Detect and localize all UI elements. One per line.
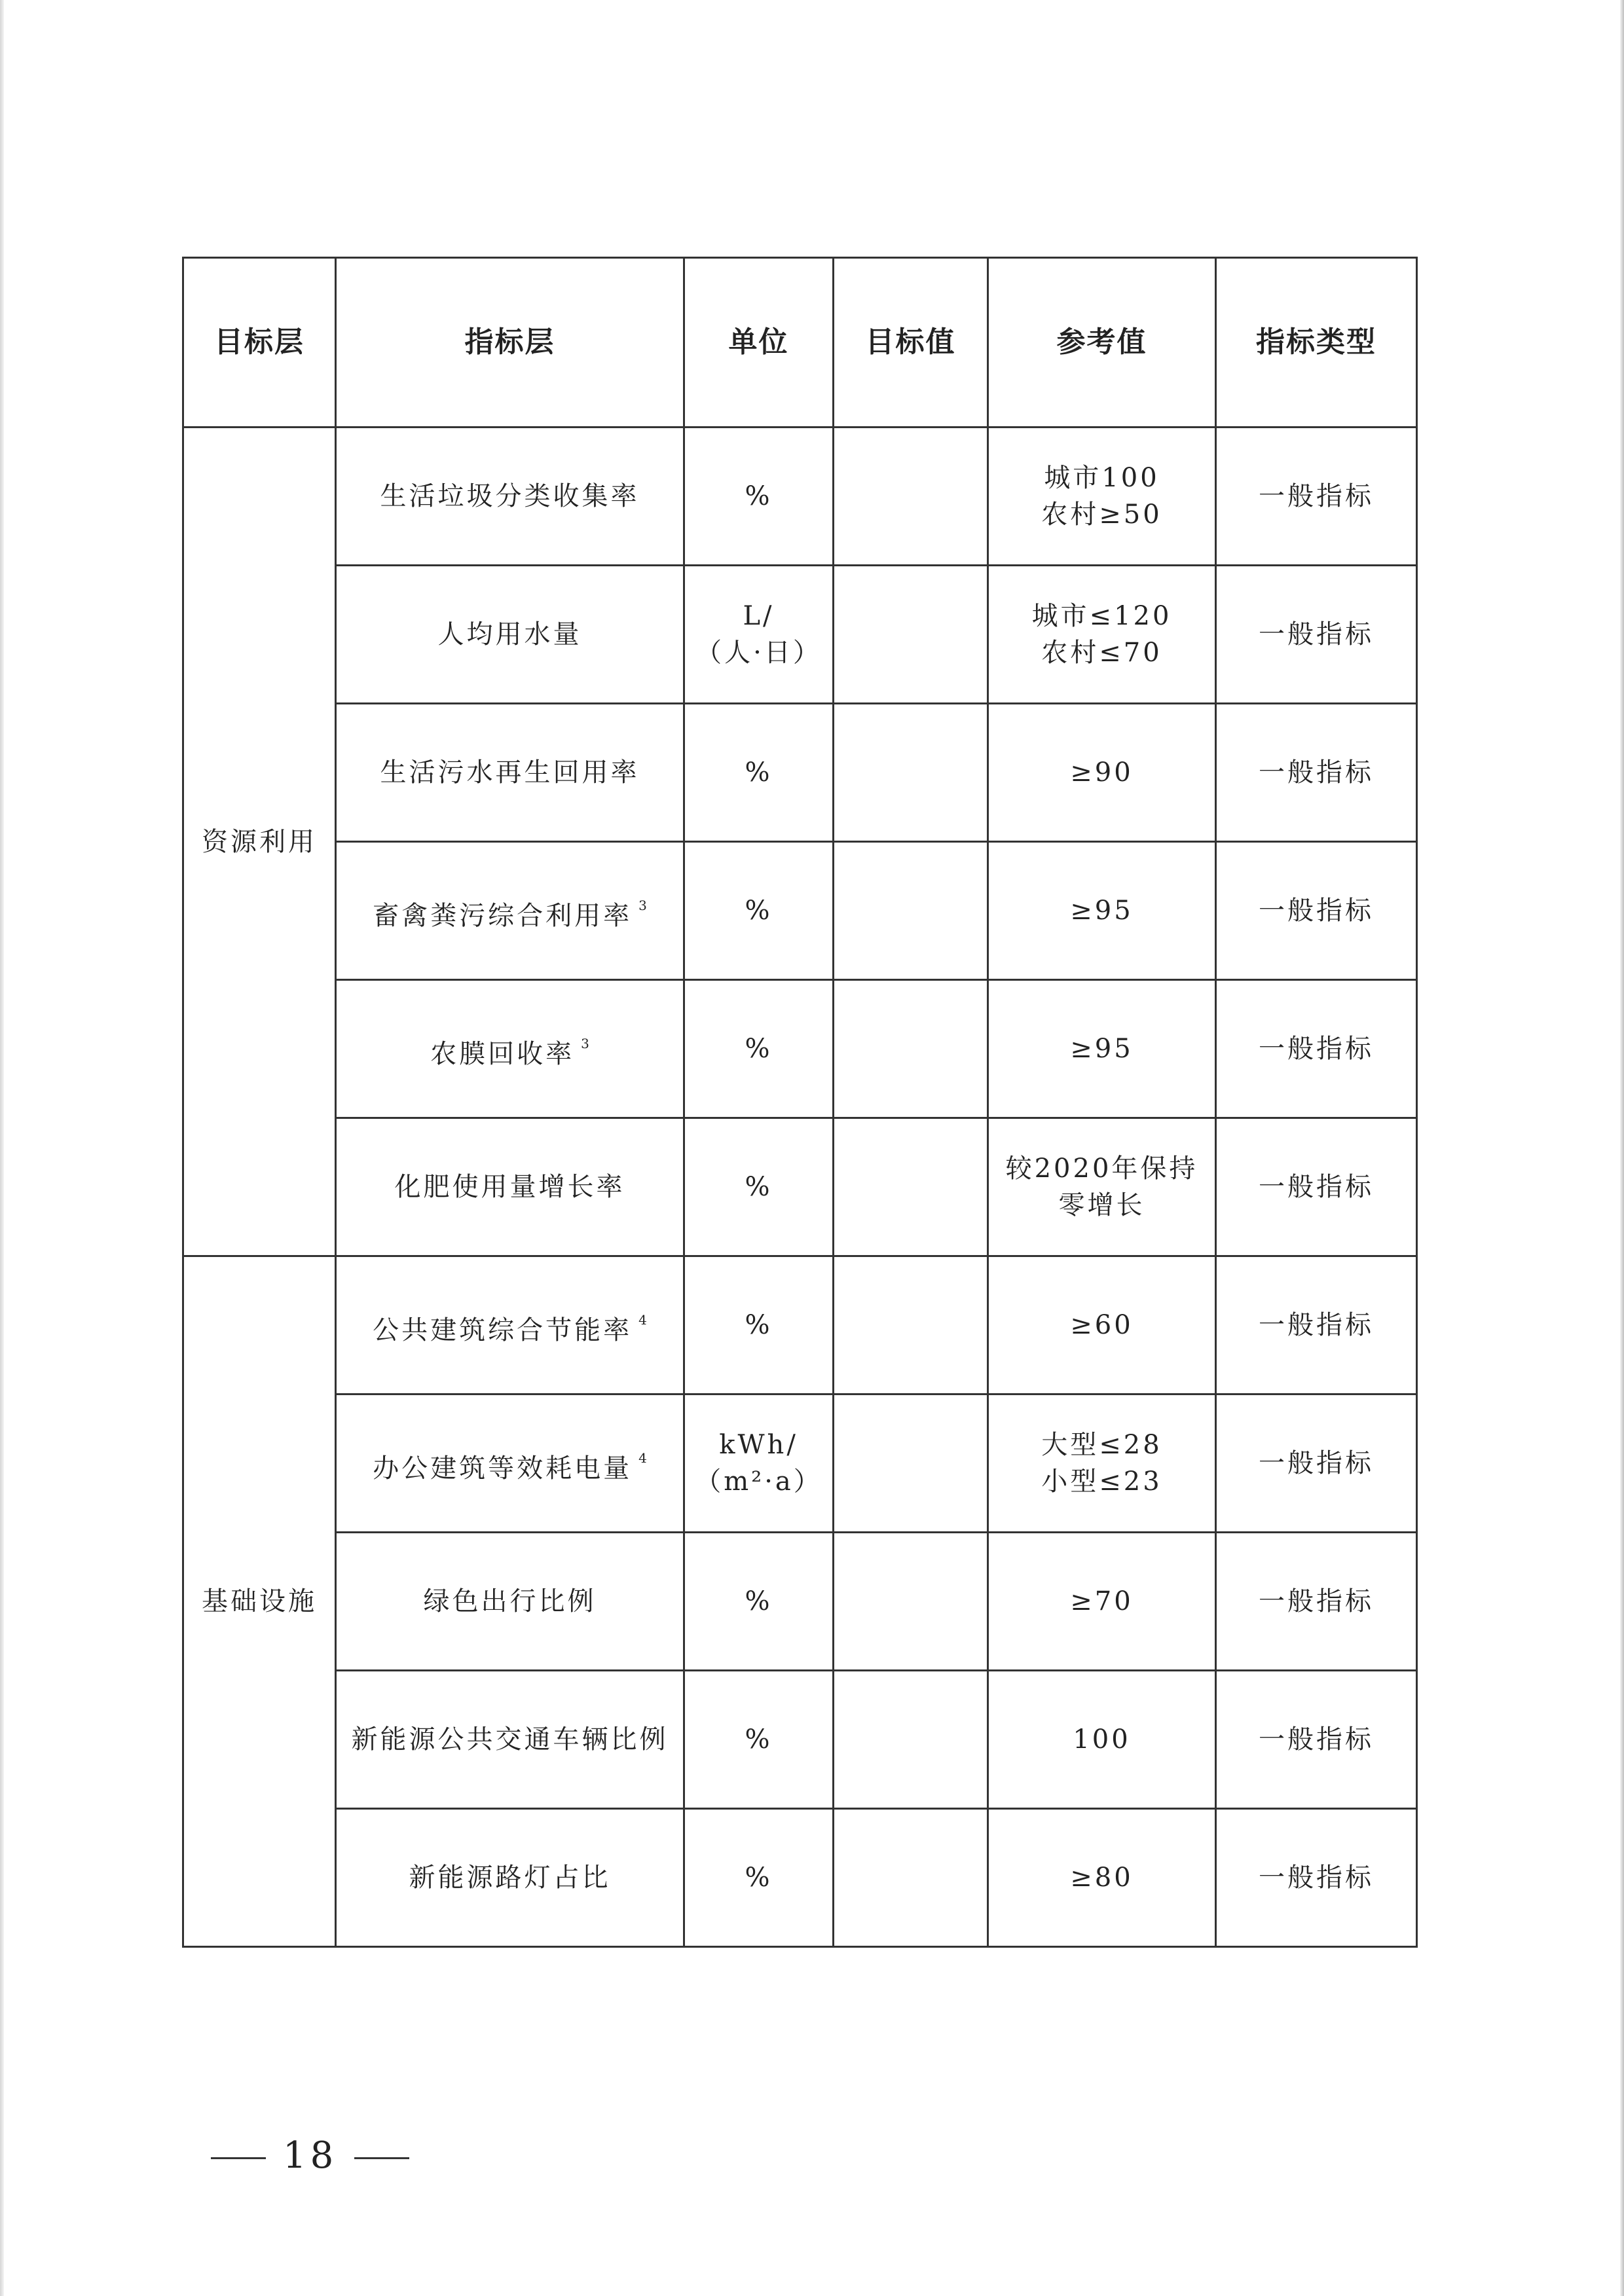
- indicator-name: 生活垃圾分类收集率: [380, 481, 640, 511]
- target-value-cell: [834, 1118, 988, 1256]
- reference-value-cell: [988, 704, 1216, 842]
- reference-line: ≥70: [1070, 1586, 1134, 1616]
- unit-line: %: [745, 757, 773, 788]
- indicator-cell: [336, 1256, 684, 1394]
- indicator-type-cell: 一般指标: [1216, 704, 1417, 842]
- indicator-name: 新能源路灯占比: [409, 1863, 611, 1893]
- unit-cell: [684, 1256, 834, 1394]
- unit-line: （m²·a）: [695, 1467, 822, 1497]
- reference-line: ≥90: [1070, 757, 1134, 788]
- target-value-cell: [834, 704, 988, 842]
- header-indicator-layer: 指标层: [336, 258, 684, 428]
- footnote-marker: 3: [638, 898, 647, 913]
- indicator-cell: [336, 1533, 684, 1671]
- target-value-cell: [834, 1394, 988, 1533]
- indicator-type-cell: 一般指标: [1216, 1533, 1417, 1671]
- unit-line: %: [745, 1586, 773, 1616]
- page-number-dash-right: [354, 2157, 409, 2159]
- unit-cell: [684, 980, 834, 1118]
- unit-cell: [684, 428, 834, 566]
- unit-line: %: [745, 1863, 773, 1893]
- reference-line: 100: [1073, 1724, 1131, 1755]
- unit-line: %: [745, 896, 773, 926]
- unit-cell: [684, 704, 834, 842]
- indicator-cell: [336, 980, 684, 1118]
- unit-line: %: [745, 1172, 773, 1202]
- reference-value-cell: [988, 1533, 1216, 1671]
- header-target-value: 目标值: [834, 258, 988, 428]
- scan-edge-right: [1620, 0, 1624, 2296]
- footnote-marker: 4: [638, 1450, 647, 1466]
- table-row: [183, 1533, 1417, 1671]
- indicator-cell: [336, 704, 684, 842]
- table-row: [183, 566, 1417, 704]
- table-row: [183, 1809, 1417, 1947]
- indicator-name: 化肥使用量增长率: [394, 1172, 625, 1202]
- reference-line: 农村≥50: [1041, 500, 1162, 530]
- target-value-cell: [834, 566, 988, 704]
- reference-line: ≥60: [1070, 1310, 1134, 1340]
- unit-line: %: [745, 1724, 773, 1755]
- header-unit: 单位: [684, 258, 834, 428]
- indicator-name: 办公建筑等效耗电量: [373, 1453, 633, 1484]
- indicator-name: 新能源公共交通车辆比例: [351, 1724, 669, 1755]
- reference-value-cell: [988, 1671, 1216, 1809]
- footnote-marker: 3: [581, 1036, 589, 1051]
- reference-value-cell: [988, 842, 1216, 980]
- target-layer-cell: 基础设施: [183, 1256, 336, 1947]
- unit-line: （人·日）: [695, 638, 822, 668]
- target-value-cell: [834, 428, 988, 566]
- unit-line: %: [745, 1034, 773, 1064]
- table-row: [183, 1118, 1417, 1256]
- target-value-cell: [834, 1671, 988, 1809]
- indicator-cell: [336, 1394, 684, 1533]
- indicator-cell: [336, 428, 684, 566]
- unit-cell: [684, 1118, 834, 1256]
- reference-value-cell: [988, 428, 1216, 566]
- table-header-row: [183, 258, 1417, 428]
- unit-line: %: [745, 481, 773, 511]
- indicator-name: 畜禽粪污综合利用率: [373, 901, 633, 931]
- indicator-name: 公共建筑综合节能率: [373, 1315, 633, 1345]
- indicator-type-cell: 一般指标: [1216, 428, 1417, 566]
- reference-value-cell: [988, 1809, 1216, 1947]
- header-indicator-type: 指标类型: [1216, 258, 1417, 428]
- unit-cell: [684, 1533, 834, 1671]
- reference-line: 大型≤28: [1041, 1430, 1162, 1460]
- page-number-value: 18: [283, 2134, 338, 2177]
- target-value-cell: [834, 1256, 988, 1394]
- table-body: [183, 428, 1417, 1947]
- unit-line: kWh/: [719, 1430, 798, 1460]
- reference-value-cell: [988, 566, 1216, 704]
- reference-line: 小型≤23: [1041, 1467, 1162, 1497]
- unit-cell: [684, 566, 834, 704]
- indicator-type-cell: 一般指标: [1216, 1118, 1417, 1256]
- reference-line: 农村≤70: [1041, 638, 1162, 668]
- table-row: [183, 1256, 1417, 1394]
- page-number: [194, 2133, 426, 2179]
- reference-value-cell: [988, 1118, 1216, 1256]
- reference-line: 城市≤120: [1031, 601, 1172, 631]
- target-value-cell: [834, 842, 988, 980]
- indicator-cell: [336, 842, 684, 980]
- target-value-cell: [834, 1809, 988, 1947]
- scan-edge-left: [0, 0, 4, 2296]
- table-row: [183, 980, 1417, 1118]
- header-target-layer: 目标层: [183, 258, 336, 428]
- indicator-type-cell: 一般指标: [1216, 1256, 1417, 1394]
- indicator-name: 人均用水量: [437, 619, 582, 649]
- target-value-cell: [834, 1533, 988, 1671]
- indicator-type-cell: 一般指标: [1216, 1394, 1417, 1533]
- reference-line: ≥95: [1070, 1034, 1134, 1064]
- reference-line: 零增长: [1058, 1190, 1145, 1220]
- reference-value-cell: [988, 1256, 1216, 1394]
- unit-line: L/: [743, 601, 775, 631]
- indicator-cell: [336, 566, 684, 704]
- target-layer-cell: 资源利用: [183, 428, 336, 1256]
- unit-line: %: [745, 1310, 773, 1340]
- unit-cell: [684, 842, 834, 980]
- indicator-type-cell: 一般指标: [1216, 980, 1417, 1118]
- indicator-name: 农膜回收率: [430, 1039, 575, 1069]
- reference-line: 较2020年保持: [1005, 1154, 1198, 1184]
- indicator-type-cell: 一般指标: [1216, 842, 1417, 980]
- indicator-name: 生活污水再生回用率: [380, 757, 640, 788]
- indicator-name: 绿色出行比例: [423, 1586, 597, 1616]
- unit-cell: [684, 1809, 834, 1947]
- target-value-cell: [834, 980, 988, 1118]
- unit-cell: [684, 1671, 834, 1809]
- reference-line: ≥80: [1070, 1863, 1134, 1893]
- indicator-cell: [336, 1118, 684, 1256]
- header-reference-value: 参考值: [988, 258, 1216, 428]
- indicator-table: [182, 257, 1418, 1948]
- footnote-marker: 4: [638, 1312, 647, 1328]
- table-row: [183, 842, 1417, 980]
- reference-line: ≥95: [1070, 896, 1134, 926]
- indicator-cell: [336, 1809, 684, 1947]
- table-row: [183, 428, 1417, 566]
- page-number-dash-left: [211, 2157, 266, 2159]
- indicator-type-cell: 一般指标: [1216, 1671, 1417, 1809]
- indicator-type-cell: 一般指标: [1216, 1809, 1417, 1947]
- unit-cell: [684, 1394, 834, 1533]
- reference-value-cell: [988, 1394, 1216, 1533]
- table-row: [183, 1671, 1417, 1809]
- reference-value-cell: [988, 980, 1216, 1118]
- indicator-cell: [336, 1671, 684, 1809]
- indicator-type-cell: 一般指标: [1216, 566, 1417, 704]
- reference-line: 城市100: [1044, 463, 1160, 493]
- table-row: [183, 1394, 1417, 1533]
- table-row: [183, 704, 1417, 842]
